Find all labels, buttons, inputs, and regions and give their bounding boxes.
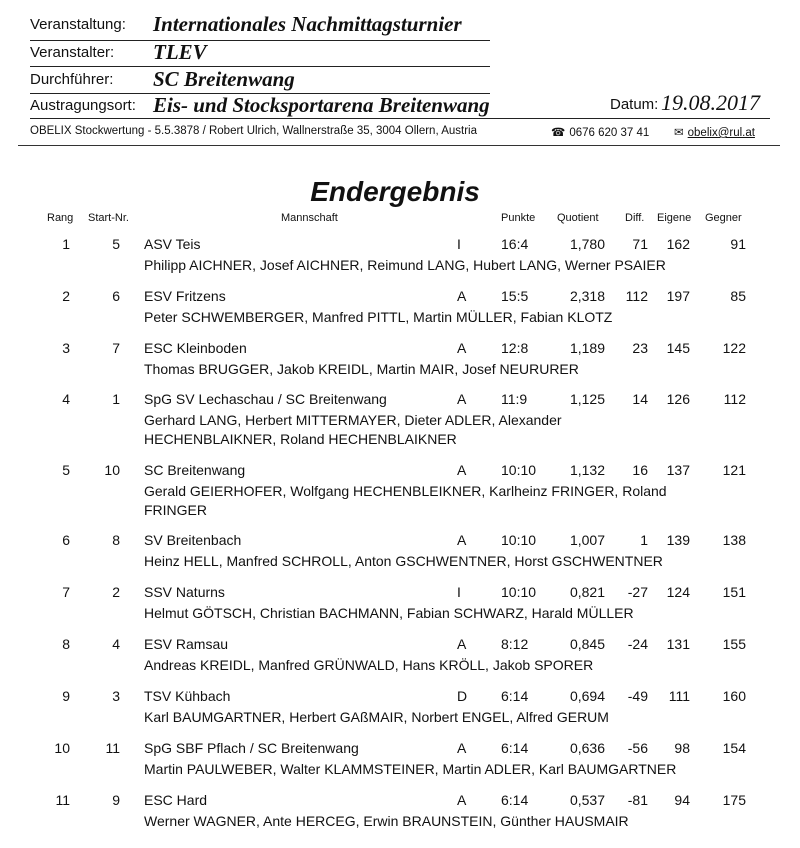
points: 16:4 bbox=[501, 236, 529, 252]
quotient: 1,125 bbox=[569, 391, 605, 407]
rank: 5 bbox=[62, 462, 70, 478]
own-score: 197 bbox=[666, 288, 690, 304]
col-punkte: Punkte bbox=[501, 212, 536, 224]
rank: 11 bbox=[55, 792, 70, 808]
points: 6:14 bbox=[501, 688, 529, 704]
group: A bbox=[457, 740, 467, 756]
start-number: 3 bbox=[112, 688, 120, 704]
difference: -81 bbox=[627, 792, 648, 808]
date-value: 19.08.2017 bbox=[661, 90, 760, 115]
quotient: 0,694 bbox=[569, 688, 605, 704]
quotient: 1,189 bbox=[569, 340, 605, 356]
col-gegner: Gegner bbox=[705, 212, 742, 224]
host-name: SC Breitenwang bbox=[153, 67, 295, 91]
difference: -27 bbox=[627, 584, 648, 600]
own-score: 131 bbox=[666, 636, 690, 652]
start-number: 9 bbox=[112, 792, 120, 808]
software-info: OBELIX Stockwertung - 5.5.3878 / Robert Ulrich, Wallnerstraße 35, 3004 Ollern, Austria bbox=[30, 125, 478, 137]
player-list: Gerald GEIERHOFER, Wolfgang HECHENBLEIKNER, Karlheinz FRINGER, Roland FRINGER bbox=[144, 483, 667, 518]
player-list: Andreas KREIDL, Manfred GRÜNWALD, Hans KRÖLL, Jakob SPORER bbox=[144, 657, 594, 673]
quotient: 2,318 bbox=[569, 288, 605, 304]
date-label: Datum: bbox=[610, 96, 659, 113]
venue-name: Eis- und Stocksportarena Breitenwang bbox=[153, 93, 490, 117]
points: 10:10 bbox=[501, 532, 537, 548]
own-score: 139 bbox=[666, 532, 690, 548]
quotient: 1,007 bbox=[569, 532, 605, 548]
player-list: Karl BAUMGARTNER, Herbert GAßMAIR, Norbert ENGEL, Alfred GERUM bbox=[144, 709, 609, 725]
opponent-score: 175 bbox=[722, 792, 746, 808]
separator bbox=[18, 145, 780, 146]
team-name: SSV Naturns bbox=[144, 584, 225, 600]
difference: 1 bbox=[640, 532, 648, 548]
team-name: ESV Ramsau bbox=[144, 636, 229, 652]
quotient: 0,537 bbox=[569, 792, 605, 808]
own-score: 111 bbox=[668, 688, 690, 704]
start-number: 2 bbox=[112, 584, 120, 600]
host-label: Durchführer: bbox=[30, 71, 114, 88]
quotient: 0,636 bbox=[569, 740, 605, 756]
col-quotient: Quotient bbox=[557, 212, 599, 224]
opponent-score: 85 bbox=[730, 288, 746, 304]
quotient: 1,780 bbox=[569, 236, 605, 252]
rule bbox=[30, 118, 770, 119]
organizer-name: TLEV bbox=[153, 40, 207, 64]
player-list: Werner WAGNER, Ante HERCEG, Erwin BRAUNSTEIN, Günther HAUSMAIR bbox=[144, 813, 629, 829]
envelope-icon: ✉ bbox=[674, 127, 684, 139]
col-rang: Rang bbox=[47, 212, 74, 224]
opponent-score: 138 bbox=[722, 532, 746, 548]
team-name: ESC Kleinboden bbox=[144, 340, 247, 356]
group: A bbox=[457, 340, 467, 356]
player-list: Peter SCHWEMBERGER, Manfred PITTL, Martin MÜLLER, Fabian KLOTZ bbox=[144, 309, 613, 325]
team-name: SV Breitenbach bbox=[144, 532, 242, 548]
organizer-label: Veranstalter: bbox=[30, 44, 115, 61]
event-name: Internationales Nachmittagsturnier bbox=[153, 12, 462, 36]
points: 10:10 bbox=[501, 462, 537, 478]
group: A bbox=[457, 391, 467, 407]
rank: 2 bbox=[62, 288, 70, 304]
own-score: 145 bbox=[666, 340, 690, 356]
col-diff: Diff. bbox=[625, 212, 645, 224]
opponent-score: 155 bbox=[722, 636, 746, 652]
own-score: 124 bbox=[666, 584, 690, 600]
points: 12:8 bbox=[501, 340, 529, 356]
opponent-score: 160 bbox=[722, 688, 746, 704]
start-number: 4 bbox=[112, 636, 120, 652]
quotient: 0,845 bbox=[569, 636, 605, 652]
player-list: Heinz HELL, Manfred SCHROLL, Anton GSCHWENTNER, Horst GSCHWENTNER bbox=[144, 553, 663, 569]
phone-info bbox=[551, 125, 649, 139]
points: 15:5 bbox=[501, 288, 529, 304]
points: 6:14 bbox=[501, 792, 529, 808]
rank: 7 bbox=[62, 584, 70, 600]
group: I bbox=[457, 584, 461, 600]
difference: 71 bbox=[632, 236, 648, 252]
points: 10:10 bbox=[501, 584, 537, 600]
page-title: Endergebnis bbox=[310, 176, 480, 207]
player-list: Philipp AICHNER, Josef AICHNER, Reimund LANG, Hubert LANG, Werner PSAIER bbox=[144, 257, 666, 273]
difference: 16 bbox=[632, 462, 648, 478]
phone-number: 0676 620 37 41 bbox=[569, 127, 650, 139]
difference: 112 bbox=[625, 288, 648, 304]
start-number: 7 bbox=[112, 340, 120, 356]
start-number: 5 bbox=[112, 236, 120, 252]
group: A bbox=[457, 636, 467, 652]
team-name: SpG SV Lechaschau / SC Breitenwang bbox=[144, 391, 387, 407]
team-name: SpG SBF Pflach / SC Breitenwang bbox=[144, 740, 359, 756]
player-list: Helmut GÖTSCH, Christian BACHMANN, Fabian SCHWARZ, Harald MÜLLER bbox=[144, 605, 634, 621]
points: 11:9 bbox=[501, 391, 528, 407]
difference: -24 bbox=[627, 636, 648, 652]
col-eigene: Eigene bbox=[657, 212, 692, 224]
team-name: SC Breitenwang bbox=[144, 462, 246, 478]
col-mannschaft: Mannschaft bbox=[281, 212, 338, 224]
start-number: 1 bbox=[112, 391, 120, 407]
opponent-score: 91 bbox=[730, 236, 746, 252]
rank: 9 bbox=[62, 688, 70, 704]
points: 6:14 bbox=[501, 740, 529, 756]
col-start: Start-Nr. bbox=[88, 212, 129, 224]
group: A bbox=[457, 462, 467, 478]
opponent-score: 151 bbox=[722, 584, 746, 600]
rank: 3 bbox=[62, 340, 70, 356]
rank: 4 bbox=[62, 391, 70, 407]
rank: 8 bbox=[62, 636, 70, 652]
group: I bbox=[457, 236, 461, 252]
group: D bbox=[457, 688, 468, 704]
start-number: 8 bbox=[112, 532, 120, 548]
email-link[interactable]: obelix@rul.at bbox=[687, 127, 755, 139]
player-list: Thomas BRUGGER, Jakob KREIDL, Martin MAIR, Josef NEURURER bbox=[144, 361, 579, 377]
venue-label: Austragungsort: bbox=[30, 97, 136, 114]
own-score: 137 bbox=[666, 462, 690, 478]
rank: 6 bbox=[62, 532, 70, 548]
rank: 10 bbox=[54, 740, 70, 756]
rank: 1 bbox=[62, 236, 70, 252]
group: A bbox=[457, 532, 467, 548]
opponent-score: 122 bbox=[722, 340, 746, 356]
start-number: 11 bbox=[105, 740, 120, 756]
quotient: 1,132 bbox=[569, 462, 605, 478]
player-list: Gerhard LANG, Herbert MITTERMAYER, Dieter ADLER, Alexander HECHENBLAIKNER, Roland HECHENBLAIKNER bbox=[144, 412, 562, 447]
event-label: Veranstaltung: bbox=[30, 16, 126, 33]
rule bbox=[30, 40, 490, 41]
group: A bbox=[457, 792, 467, 808]
points: 8:12 bbox=[501, 636, 529, 652]
player-list: Martin PAULWEBER, Walter KLAMMSTEINER, Martin ADLER, Karl BAUMGARTNER bbox=[144, 761, 677, 777]
team-name: TSV Kühbach bbox=[144, 688, 231, 704]
start-number: 10 bbox=[104, 462, 120, 478]
quotient: 0,821 bbox=[569, 584, 605, 600]
team-name: ESC Hard bbox=[144, 792, 208, 808]
phone-icon: ☎ bbox=[551, 127, 566, 139]
difference: 23 bbox=[632, 340, 648, 356]
opponent-score: 154 bbox=[722, 740, 746, 756]
team-name: ESV Fritzens bbox=[144, 288, 226, 304]
start-number: 6 bbox=[112, 288, 120, 304]
difference: -56 bbox=[627, 740, 648, 756]
team-name: ASV Teis bbox=[144, 236, 201, 252]
difference: -49 bbox=[627, 688, 648, 704]
opponent-score: 121 bbox=[722, 462, 746, 478]
own-score: 98 bbox=[674, 740, 690, 756]
opponent-score: 112 bbox=[723, 391, 746, 407]
group: A bbox=[457, 288, 467, 304]
difference: 14 bbox=[632, 391, 648, 407]
email-info bbox=[674, 125, 755, 139]
own-score: 94 bbox=[674, 792, 690, 808]
own-score: 126 bbox=[666, 391, 690, 407]
own-score: 162 bbox=[666, 236, 690, 252]
